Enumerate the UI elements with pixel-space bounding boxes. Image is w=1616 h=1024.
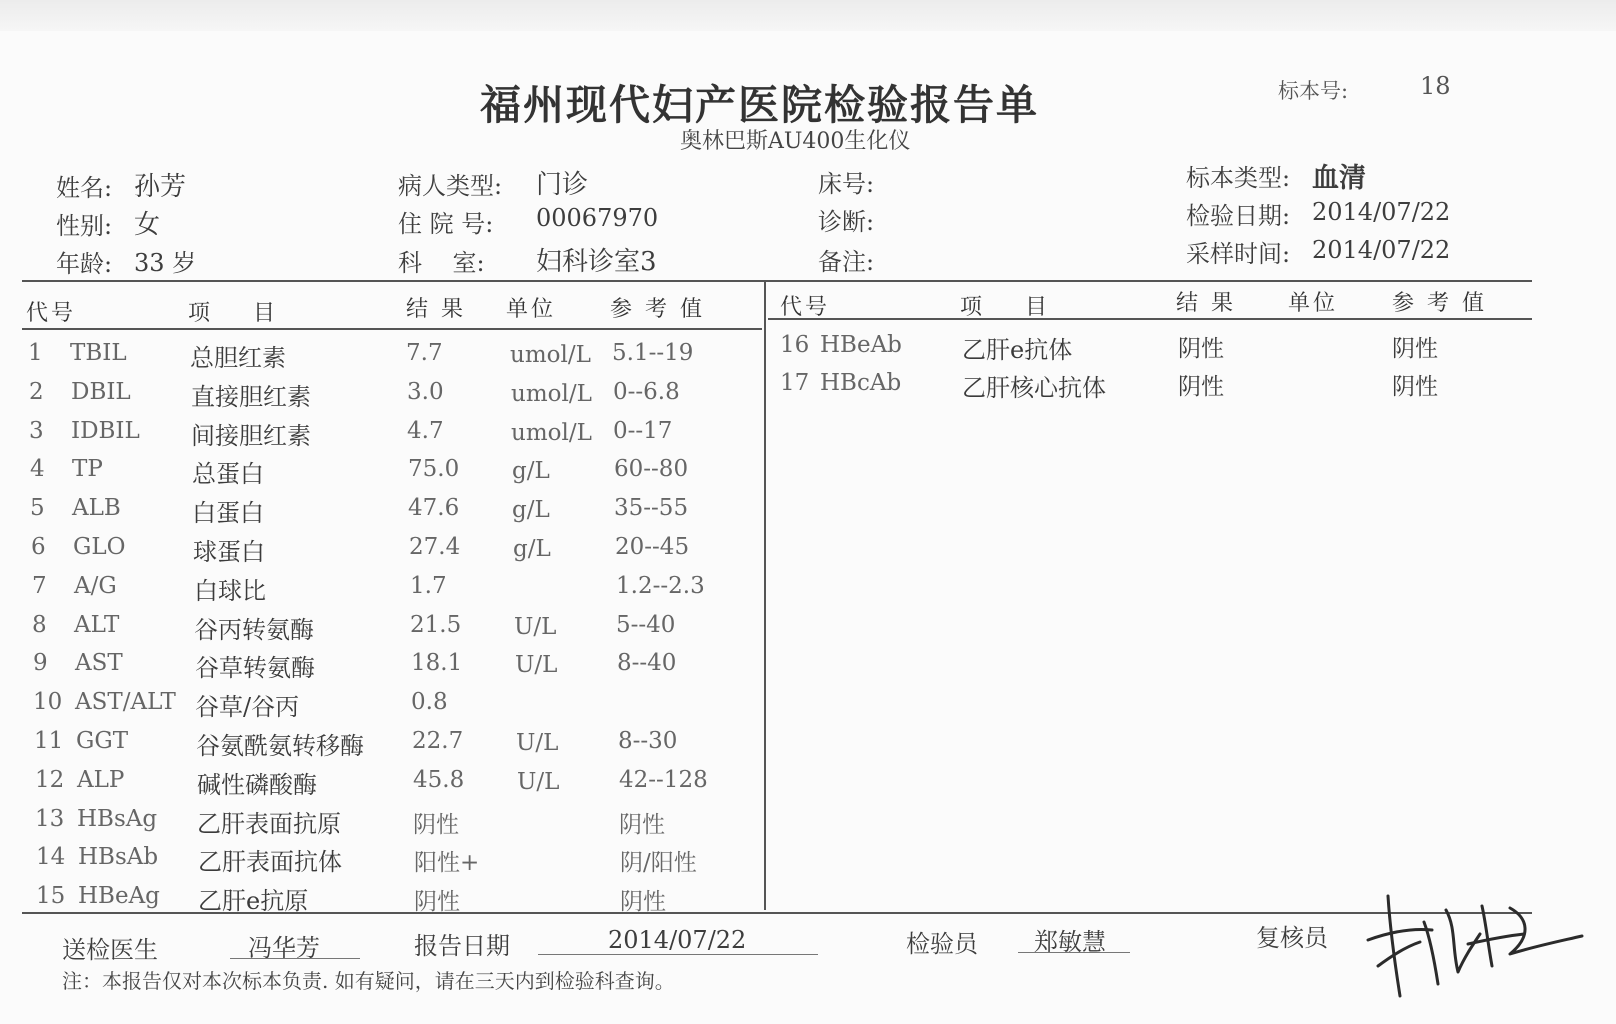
test-name: 乙肝核心抗体: [962, 374, 1106, 402]
instrument-subtitle: 奥林巴斯AU400生化仪: [680, 129, 911, 154]
test-result: 阴性: [1178, 374, 1224, 400]
test-name: 白蛋白: [192, 499, 264, 528]
row-number: 6: [31, 534, 46, 560]
test-unit: U/L: [517, 768, 560, 795]
row-number: 16: [780, 332, 810, 358]
row-number: 2: [29, 378, 44, 405]
header-ref-right: 参 考 值: [1392, 291, 1487, 316]
table-header-rule-left: [22, 328, 762, 330]
reference-range: 阴/阳性: [620, 850, 697, 877]
test-name: 总胆红素: [190, 344, 286, 372]
test-result: 阴性: [1178, 336, 1224, 362]
row-number: 14: [36, 844, 66, 871]
test-result: 22.7: [412, 728, 464, 754]
test-unit: U/L: [514, 613, 557, 640]
test-result: 75.0: [408, 456, 460, 483]
reference-range: 8--30: [618, 728, 678, 754]
diagnosis-label: 诊断:: [818, 208, 875, 236]
admission-value: 00067970: [536, 204, 659, 232]
test-code: HBsAg: [77, 805, 158, 832]
header-result-right: 结 果: [1176, 291, 1236, 316]
test-date-value: 2014/07/22: [1312, 198, 1451, 226]
test-result: 47.6: [408, 495, 460, 522]
footer-note: 注：本报告仅对本次标本负责. 如有疑问，请在三天内到检验科查询。: [62, 969, 675, 993]
reference-range: 20--45: [615, 534, 690, 560]
test-name: 间接胆红素: [191, 421, 311, 450]
header-item-right: 项 目: [960, 295, 1050, 320]
row-number: 9: [33, 650, 48, 677]
tester-underline: [1018, 952, 1130, 953]
row-number: 17: [780, 370, 810, 396]
test-code: IDBIL: [71, 417, 140, 444]
row-number: 12: [35, 766, 65, 793]
reference-range: 阴性: [620, 889, 666, 916]
sex-value: 女: [134, 210, 161, 240]
test-code: GGT: [76, 728, 129, 754]
sample-time-value: 2014/07/22: [1312, 236, 1451, 264]
test-code: HBeAg: [78, 883, 160, 910]
name-value: 孙芳: [134, 172, 187, 202]
test-unit: g/L: [513, 536, 551, 562]
reference-range: 5--40: [616, 611, 676, 638]
reference-range: 8--40: [617, 650, 677, 677]
patient-type-value: 门诊: [536, 170, 589, 200]
test-code: TBIL: [70, 340, 127, 366]
test-result: 18.1: [411, 650, 463, 677]
test-result: 阳性+: [414, 850, 480, 877]
report-date-value: 2014/07/22: [608, 926, 747, 954]
reference-range: 0--6.8: [613, 378, 680, 405]
test-unit: g/L: [512, 458, 550, 485]
reference-range: 35--55: [614, 495, 689, 522]
row-number: 5: [30, 495, 45, 522]
header-ref-left: 参 考 值: [610, 297, 705, 322]
test-code: AST: [75, 650, 123, 677]
test-name: 直接胆红素: [191, 382, 311, 411]
test-code: HBsAb: [78, 844, 159, 871]
test-code: ALP: [77, 766, 125, 793]
reference-range: 1.2--2.3: [616, 572, 705, 599]
header-unit-right: 单位: [1288, 291, 1339, 316]
age-value: 33 岁: [134, 249, 197, 277]
test-date-label: 检验日期:: [1186, 202, 1291, 230]
test-unit: U/L: [515, 652, 558, 679]
header-item-left: 项 目: [188, 301, 278, 326]
test-result: 阴性: [414, 889, 460, 916]
test-code: ALT: [74, 611, 120, 638]
doctor-value: 冯华芳: [248, 934, 320, 962]
remark-label: 备注:: [818, 248, 875, 276]
specimen-type-label: 标本类型:: [1186, 164, 1291, 192]
header-result-left: 结 果: [406, 297, 466, 322]
test-code: A/G: [74, 572, 117, 599]
report-date-underline: [538, 954, 818, 955]
row-number: 15: [36, 883, 66, 910]
doctor-label: 送检医生: [62, 936, 158, 964]
header-unit-left: 单位: [506, 297, 557, 322]
test-code: DBIL: [71, 378, 131, 405]
test-name: 谷草转氨酶: [195, 654, 315, 683]
sample-time-label: 采样时间:: [1186, 240, 1291, 268]
test-result: 1.7: [410, 572, 447, 599]
reviewer-signature: [1360, 888, 1590, 1008]
test-code: HBcAb: [820, 370, 902, 396]
test-name: 谷氨酰氨转移酶: [196, 732, 364, 760]
test-unit: umol/L: [510, 342, 591, 368]
test-result: 0.8: [411, 689, 448, 716]
specimen-no-value: 18: [1420, 72, 1451, 100]
test-name: 碱性磷酸酶: [197, 770, 317, 799]
test-unit: umol/L: [511, 380, 592, 407]
test-result: 7.7: [406, 340, 443, 366]
test-name: 乙肝表面抗体: [198, 848, 342, 877]
test-name: 乙肝表面抗原: [197, 809, 341, 838]
test-result: 3.0: [407, 378, 444, 405]
reference-range: 42--128: [619, 766, 708, 793]
age-label: 年龄:: [56, 250, 113, 278]
header-code-left: 代号: [26, 301, 77, 326]
reviewer-label: 复核员: [1256, 924, 1328, 952]
test-name: 球蛋白: [193, 538, 265, 566]
test-name: 谷草/谷丙: [195, 693, 300, 722]
test-name: 乙肝e抗体: [962, 336, 1073, 364]
sex-label: 性别:: [56, 212, 113, 240]
scan-edge: [0, 0, 1616, 31]
specimen-no-label: 标本号:: [1278, 79, 1349, 103]
test-unit: umol/L: [511, 419, 592, 446]
patient-type-label: 病人类型:: [398, 172, 503, 200]
reference-range: 阴性: [1392, 374, 1438, 400]
test-result: 4.7: [407, 417, 444, 444]
test-code: TP: [72, 456, 103, 483]
dept-value: 妇科诊室3: [536, 247, 657, 277]
tester-value: 郑敏慧: [1034, 928, 1106, 956]
report-date-label: 报告日期: [414, 932, 510, 960]
bed-label: 床号:: [818, 170, 875, 198]
test-name: 谷丙转氨酶: [194, 615, 314, 644]
row-number: 13: [35, 805, 65, 832]
test-result: 27.4: [409, 534, 461, 560]
reference-range: 5.1--19: [612, 340, 694, 366]
test-unit: U/L: [516, 730, 559, 756]
doctor-underline: [230, 958, 360, 959]
test-name: 总蛋白: [192, 460, 264, 489]
row-number: 11: [34, 728, 64, 754]
reference-range: 0--17: [613, 417, 673, 444]
test-code: ALB: [72, 495, 121, 522]
test-result: 45.8: [413, 766, 465, 793]
row-number: 4: [30, 456, 45, 483]
row-number: 7: [32, 572, 47, 599]
test-code: AST/ALT: [75, 689, 176, 716]
reference-range: 阴性: [1392, 336, 1438, 362]
table-header-rule-right: [768, 318, 1532, 320]
dept-label: 科 室:: [398, 249, 485, 277]
tester-label: 检验员: [906, 930, 978, 958]
header-code-right: 代号: [780, 295, 831, 320]
table-center-divider: [764, 280, 766, 910]
reference-range: 阴性: [619, 811, 665, 838]
test-result: 21.5: [410, 611, 462, 638]
row-number: 8: [32, 611, 47, 638]
table-top-rule: [22, 280, 1532, 282]
row-number: 3: [29, 417, 44, 444]
test-result: 阴性: [413, 811, 459, 838]
name-label: 姓名:: [56, 174, 113, 202]
test-code: GLO: [73, 534, 126, 560]
row-number: 1: [28, 340, 43, 366]
specimen-type-value: 血清: [1312, 163, 1366, 194]
row-number: 10: [33, 689, 63, 716]
test-unit: g/L: [512, 497, 550, 524]
test-name: 乙肝e抗原: [198, 887, 309, 916]
report-title: 福州现代妇产医院检验报告单: [480, 81, 1039, 129]
reference-range: 60--80: [614, 456, 689, 483]
test-name: 白球比: [194, 576, 266, 605]
test-code: HBeAb: [820, 332, 902, 358]
admission-label: 住 院 号:: [398, 210, 494, 238]
